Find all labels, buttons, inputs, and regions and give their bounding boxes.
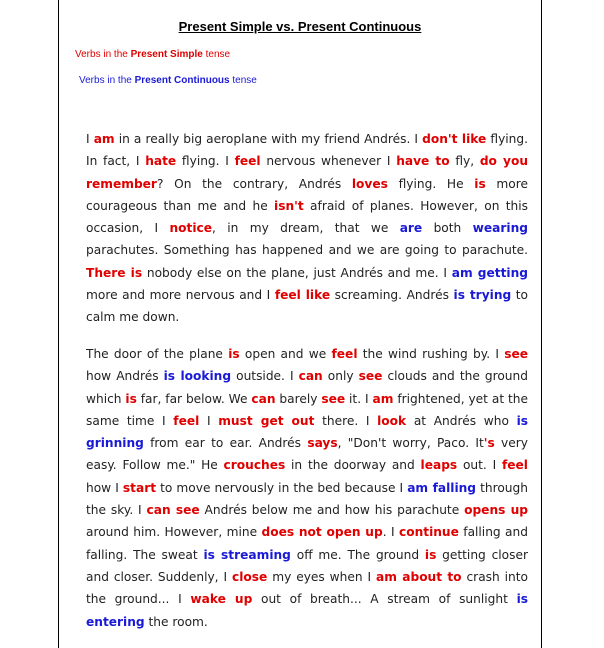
text-segment: screaming. Andrés [330, 288, 454, 303]
verb-present-simple: is [474, 176, 486, 191]
verb-present-simple: hate [145, 154, 177, 169]
verb-present-continuous: am falling [407, 480, 477, 495]
text-segment: only [322, 369, 359, 384]
verb-present-simple: opens up [464, 503, 529, 518]
text-segment: how Andrés [86, 369, 164, 384]
text-segment: both [422, 221, 473, 236]
text-segment: in a really big aeroplane with my friend Andrés. I [114, 132, 423, 146]
text-segment: nobody else on the plane, just Andrés and me. I [142, 265, 452, 280]
text-segment: in the doorway and [285, 458, 421, 473]
page-title: Present Simple vs. Present Continuous [178, 19, 422, 34]
legend-present-continuous [79, 75, 257, 86]
verb-present-simple: is [424, 547, 437, 562]
verb-present-simple: see [358, 369, 383, 384]
text-segment: open and we [239, 347, 332, 361]
verb-present-simple: feel [331, 347, 358, 361]
text-segment: clouds and the ground which [86, 369, 528, 406]
document-page [58, 0, 542, 648]
verb-present-simple: feel [173, 413, 200, 428]
text-segment: to move nervously in the bed because I [156, 480, 408, 495]
text-segment: frightened, yet at the same time I [86, 391, 528, 428]
verb-present-continuous: is looking [163, 369, 232, 384]
text-segment: I [199, 413, 219, 428]
text-segment: out. I [457, 458, 502, 473]
legend-simple-key: Present Simple [130, 49, 203, 60]
text-segment: nervous whenever I [260, 154, 397, 169]
verb-present-continuous: am getting [451, 265, 528, 280]
verb-present-simple: am about to [376, 569, 462, 584]
verb-present-simple: is [125, 391, 137, 406]
verb-present-simple: start [122, 480, 157, 495]
verb-present-simple: can see [146, 503, 200, 518]
verb-present-simple: do you remember [86, 154, 528, 191]
verb-present-continuous: is grinning [86, 413, 529, 451]
text-segment: the room. [144, 614, 208, 629]
verb-present-simple: does not open up [261, 525, 383, 540]
legend-continuous-suffix: tense [229, 75, 257, 86]
verb-present-simple: wake up [190, 592, 253, 607]
text-segment: out of breath... A stream of sunlight [252, 592, 517, 607]
text-segment: , "Don't worry, Paco. It [337, 436, 484, 451]
text-segment: off me. The ground [290, 547, 425, 562]
text-segment: far, far below. We [136, 391, 252, 406]
text-segment: my eyes when I [267, 569, 377, 584]
text-segment: how I [86, 480, 123, 495]
verb-present-continuous: wearing [472, 221, 528, 236]
verb-present-simple: notice [169, 221, 212, 236]
text-segment: Andrés below me and how his parachute [199, 503, 465, 518]
text-segment: barely [275, 391, 322, 406]
verb-present-simple: look [377, 413, 407, 428]
text-segment: fly, [449, 154, 480, 169]
verb-present-simple: feel like [274, 288, 331, 303]
verb-present-simple: 's [483, 436, 495, 451]
paragraph-2 [86, 343, 528, 633]
paragraph-1 [86, 128, 528, 329]
verb-present-simple: see [504, 347, 528, 361]
text-segment: flying. He [387, 176, 475, 191]
verb-present-simple: says [307, 436, 338, 451]
verb-present-simple: feel [234, 154, 261, 169]
text-segment: . I [382, 525, 399, 540]
verb-present-simple: am [93, 132, 115, 146]
text-segment: flying. In fact, I [86, 132, 529, 169]
text-segment: more courageous than me and he [86, 176, 528, 213]
legend-present-simple [75, 49, 230, 60]
text-segment: around him. However, mine [86, 525, 262, 540]
text-segment: through the sky. I [86, 480, 528, 518]
verb-present-simple: loves [351, 176, 388, 191]
text-segment: getting closer and closer. Suddenly, I [86, 547, 528, 584]
text-segment: , in my dream, that we [212, 221, 400, 236]
legend-simple-suffix: tense [202, 49, 231, 60]
text-segment: very easy. Follow me." He [86, 436, 528, 473]
verb-present-simple: crouches [223, 458, 286, 473]
legend-simple-prefix: Verbs in the [75, 49, 131, 60]
verb-present-continuous: is streaming [203, 547, 291, 562]
verb-present-simple: There is [86, 265, 143, 280]
verb-present-simple: don't like [422, 132, 487, 146]
text-segment: outside. I [231, 369, 299, 384]
text-segment: from ear to ear. Andrés [143, 436, 308, 451]
text-segment: The door of the plane [86, 347, 229, 361]
text-segment: afraid of planes. However, on this occasion, I [86, 198, 528, 236]
legend-continuous-prefix: Verbs in the [79, 75, 135, 86]
verb-present-simple: have to [396, 154, 450, 169]
legend-continuous-key: Present Continuous [134, 75, 230, 86]
verb-present-simple: can [298, 369, 323, 384]
text-segment: falling and falling. The sweat [86, 525, 528, 562]
verb-present-simple: continue [398, 525, 459, 540]
text-segment: parachutes. Something has happened and we are going to parachute. [86, 243, 528, 258]
verb-present-simple: close [231, 569, 268, 584]
verb-present-simple: am [372, 391, 394, 406]
verb-present-simple: isn't [274, 198, 304, 213]
verb-present-simple: see [321, 391, 346, 406]
text-segment: more and more nervous and I [86, 288, 275, 303]
verb-present-simple: is [228, 347, 240, 361]
verb-present-continuous: is entering [86, 592, 529, 629]
verb-present-simple: can [251, 391, 276, 406]
text-segment: the wind rushing by. I [357, 347, 505, 361]
text-segment: ? On the contrary, Andrés [156, 176, 352, 191]
text-segment: to calm me down. [86, 288, 528, 325]
verb-present-continuous: are [399, 221, 423, 236]
verb-present-simple: leaps [420, 458, 458, 473]
text-segment: there. I [314, 413, 378, 428]
text-segment: at Andrés who [406, 413, 517, 428]
verb-present-simple: feel [501, 458, 528, 473]
text-segment: crash into the ground... I [86, 569, 528, 607]
text-segment: I [86, 132, 94, 146]
text-segment: it. I [345, 391, 373, 406]
verb-present-simple: must get out [218, 413, 315, 428]
verb-present-continuous: is trying [453, 288, 512, 303]
text-segment: flying. I [176, 154, 235, 169]
